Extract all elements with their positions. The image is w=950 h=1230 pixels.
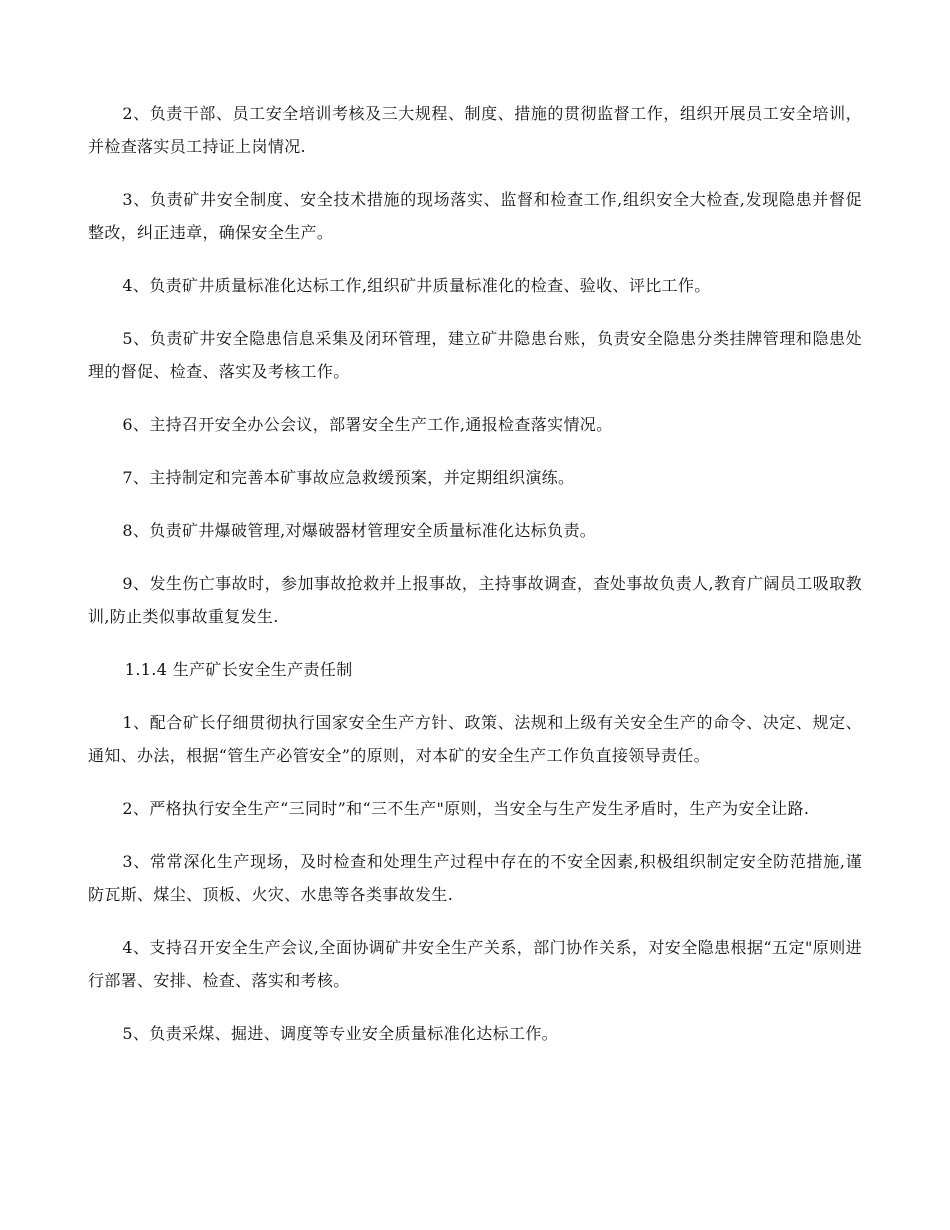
paragraph-item-5: 5、负责采煤、掘进、调度等专业安全质量标准化达标工作。 [122,1024,559,1043]
document-body [88,97,862,1070]
paragraph-item-6: 6、主持召开安全办公会议，部署安全生产工作,通报检查落实情况。 [122,415,613,434]
paragraph-item-3: 3、负责矿井安全制度、安全技术措施的现场落实、监督和检查工作,组织安全大检查,发现隐患并督促整改，纠正违章，确保安全生产。 [88,190,862,242]
section-heading: 1.1.4 生产矿长安全生产责任制 [124,660,353,679]
paragraph-item-2: 2、负责干部、员工安全培训考核及三大规程、制度、措施的贯彻监督工作，组织开展员工安全培训，并检查落实员工持证上岗情况. [88,104,862,156]
paragraph-item-3: 3、常常深化生产现场，及时检查和处理生产过程中存在的不安全因素,积极组织制定安全防范措施,谨防瓦斯、煤尘、顶板、火灾、水患等各类事故发生. [88,852,862,904]
paragraph-item-4: 4、支持召开安全生产会议,全面协调矿井安全生产关系，部门协作关系，对安全隐患根据“五定"原则进行部署、安排、检查、落实和考核。 [88,938,862,990]
paragraph-item-7: 7、主持制定和完善本矿事故应急救缓预案，并定期组织演练。 [122,468,575,487]
paragraph-item-8: 8、负责矿井爆破管理,对爆破器材管理安全质量标准化达标负责。 [122,521,597,540]
paragraph-item-2: 2、严格执行安全生产“三同时”和“三不生产"原则，当安全与生产发生矛盾时，生产为安全让路. [122,799,810,818]
paragraph-item-5: 5、负责矿井安全隐患信息采集及闭环管理，建立矿井隐患台账，负责安全隐患分类挂牌管理和隐患处理的督促、检查、落实及考核工作。 [88,329,862,381]
paragraph-item-9: 9、发生伤亡事故时，参加事故抢救并上报事故，主持事故调查，查处事故负责人,教育广阔员工吸取教训,防止类似事故重复发生. [88,574,862,626]
paragraph-item-4: 4、负责矿井质量标准化达标工作,组织矿井质量标准化的检查、验收、评比工作。 [122,276,711,295]
paragraph-item-1: 1、配合矿长仔细贯彻执行国家安全生产方针、政策、法规和上级有关安全生产的命令、决定、规定、通知、办法，根据“管生产必管安全”的原则，对本矿的安全生产工作负直接领导责任。 [88,713,862,765]
